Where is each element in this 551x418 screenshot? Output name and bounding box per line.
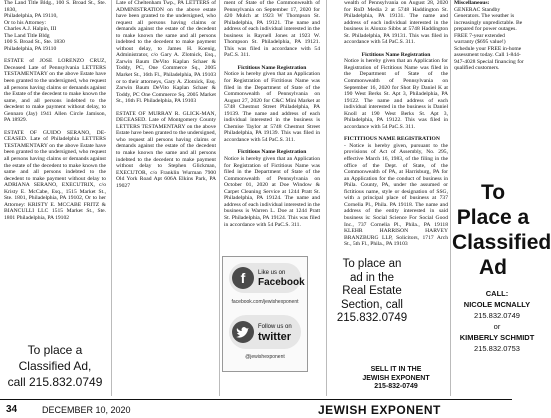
fnr-heading: FICTITIOUS NAME REGISTRATION — [344, 136, 440, 143]
estate-notice-administration: Late of Cheltenham Twp., PA LETTERS of ADMINISTRATION on the above estate have been granted to the undersigned, who request all persons having claims or demands against the estate of the decedent to make known the same and all persons indebted to the decedent to make payment without delay, to James H. Koenig, Administrator, c/o Gary A. Zlotnick, Esq., Zarwin Baum DeVito Kaplan Schaer & Toddy, PC, One Commerce Sq., 2005 Market St., 16th Fl., Philadelphia, PA 19103 or to their attorneys, Gary A. Zlotnick, Esq. Zarwin Baum DeVito Kaplan Schaer & Toddy, PC One Commerce Sq. 2005 Market St., 16th Fl. Philadelphia, PA 19103 — [116, 0, 216, 105]
column-divider — [450, 0, 451, 396]
contact-phone: 215.832.0749 — [474, 311, 520, 320]
or-label: or — [493, 322, 501, 331]
fn-heading: Fictitious Name Registration — [237, 149, 307, 156]
twitter-label: Follow us on — [258, 324, 292, 330]
facebook-icon: f — [232, 267, 254, 289]
footer-rule — [0, 399, 512, 400]
promo-line: Place a — [456, 206, 530, 229]
classified-ad-promo — [4, 342, 106, 390]
column-1 — [4, 0, 106, 222]
promo-line: SELL IT IN THE — [370, 366, 422, 373]
estate-notice-serano: ESTATE OF GUIDO SERANO, DE-CEASED. Late of Philadelphia LETTERS TESTAMENTARY on the above Estate have been granted to the undersigned, who request all persons having claims or demands against the estate of the decedent to make known the same and all persons indebted to the decedent to make payment without delay to ADRIANA SERANO, EXECUTRIX, c/o Kristy E. McCabe, Esq., 1515 Market St., Ste. 1801, Philadelphia, PA 19102, Or to her Attorney: KRISTY E. MCCABE FRITZ & BIANCULLI LLC 1515 Market St., Ste. 1801 Philadelphia, PA 19102 — [4, 129, 106, 221]
real-estate-ad-promo — [320, 258, 424, 326]
sidebar-classified-ad — [452, 180, 551, 280]
estate-notice-cruz: ESTATE of JOSE LORENZO CRUZ, Deceased Late of Pennsylvania LETTERS TESTAMENTARY on the above Estate have been granted to the undersigned, who request all persons having claims or demands against the Estate of the decedent to make known the same, and all persons indebted to the decedent to make payment without delay, to Gennaro (Jay) 1941 Allen Circle Jamison, PA 18929. — [4, 58, 106, 124]
fn-notice-rnd-media: wealth of Pennsylvania on August 28, 2020 for RnD Media 2 at 5748 Haddington St. Philadelphia, PA 19131. The name and address of each individual interested in the business is Alonzo Sibbs at 5748 Haddington St. Philadelphia, PA 19131. This was filed in accordance with 54 PaC.S. 311. — [344, 0, 448, 46]
publication-name: JEWISH EXPONENT — [318, 403, 441, 417]
issue-date: DECEMBER 10, 2020 — [42, 405, 131, 415]
fn-heading: Fictitious Name Registration — [237, 64, 307, 71]
contact-phone: 215.832.0753 — [474, 344, 520, 353]
promo-line: Ad — [479, 256, 507, 279]
col1-top-line: Or to his Attorney: — [4, 19, 47, 26]
fn-heading: Fictitious Name Registration — [361, 51, 431, 58]
promo-line: Classified — [452, 231, 551, 254]
column-4 — [344, 0, 448, 248]
promo-line: To place an — [342, 258, 402, 270]
col1-top-line: Philadelphia, PA 19110 — [4, 45, 57, 52]
column-divider — [326, 0, 327, 396]
sidebar-contacts — [452, 288, 542, 354]
promo-line: Section, call — [340, 298, 403, 311]
promo-line: call 215.832.0749 — [7, 375, 103, 389]
col1-top-line: The Land Title Bldg., 100 S. Broad St., Ste. 1830, — [4, 0, 106, 13]
fnr-notice-ssg: - Notice is hereby given, pursuant to the provisions of Act of Assembly, No. 295, effective March 16, 1983, of the filing in the office of the Dept. of State, of the Commonwealth of PA, at Harrisburg, PA for an Application for the conduct of business in Phila. County, PA, under the assumed or fictitious name, style or designation of SSG, with a principal place of business at 737 Cornelia Pl., Phila. PA 19118. The name and address of the entity interested in said business is: Social Science For Social Good Inc., 737 Cornelia Pl., Phila., PA 19118 KLEHR HARRISON HARVEY BRANZBURG LLP, Solicitors, 1717 Arch St., 5th Fl., Phila., PA 19103 — [344, 142, 448, 248]
right-sidebar — [452, 0, 551, 396]
twitter-badge[interactable] — [229, 315, 301, 349]
facebook-url[interactable]: facebook.com/jewishexponent — [231, 299, 299, 305]
fn-notice-top: ment of State of the Commonwealth of Pennsylvania on September 17, 2020 for 420 Mulch at 1923 W Thompson St. Philadelphia, PA 19121. The name and address of each individual interested in the business is Raynell Jones at 1923 W. Thompson St. Philadelphia, PA 19121. This was filed in accordance with 54 PaC.S. 311. — [224, 0, 320, 59]
fn-notice-shot-by-daniel: Notice is hereby given that an Application for Registration of Fictitious Name was filed in the Department of State of the Commonwealth of Pennsylvania on September 16, 2020 for Shot By Daniel K at 190 West Berks St. Apt 3, Philadelphia, PA 19122. The name and address of each individual interested in the business is Daniel Knoll at 190 West Berks St. Apt 3, Philadelphia, PA 19122. This was filed in accordance with 54 PaC.S. 311. — [344, 58, 448, 130]
column-divider — [219, 0, 220, 396]
contact-name: KIMBERLY SCHMIDT — [459, 333, 535, 342]
col1-top-line: The Land Title Bldg — [4, 32, 50, 39]
promo-line: 215-832-0749 — [374, 383, 418, 390]
promo-line: To place a — [27, 343, 83, 357]
social-media-box — [222, 256, 308, 372]
column-divider — [111, 0, 112, 396]
col1-top-line: Philadelphia, PA 19110, — [4, 13, 58, 20]
promo-line: Classified Ad, — [18, 359, 92, 373]
column-2 — [116, 0, 216, 189]
call-label: CALL: — [485, 289, 509, 298]
estate-notice-glickman: ESTATE OF MURRAY R. GLICK-MAN, DECEASED. Late of Montgomery County LETTERS TESTAMENTARY on the above Estate have been granted to the undersigned, who request all persons having claims or demands against the estate of the decedent to make known the same and all persons indebted to the decedent to make payment without delay to Stephen Glickman, EXECUTOR, c/o Franklin Wurman 7900 Old York Road Apt 606A Elkins Park, PA 19027 — [116, 110, 216, 189]
column-3 — [224, 0, 320, 228]
promo-line: 215.832.0749 — [336, 312, 408, 324]
promo-line: ad in the — [349, 271, 395, 284]
col1-top-line: Charles A.J. Halpin, III — [4, 26, 57, 33]
promo-line: JEWISH EXPONENT — [362, 374, 430, 382]
twitter-brand: twitter — [258, 331, 291, 343]
promo-line: To — [480, 181, 506, 204]
contact-name: NICOLE MCNALLY — [463, 300, 531, 309]
facebook-brand: Facebook — [258, 277, 305, 288]
sell-it-ad — [344, 366, 448, 392]
twitter-handle[interactable]: @jewishexponent — [245, 354, 285, 360]
col1-top-line: 100 S. Broad St., Ste. 1830 — [4, 39, 65, 46]
twitter-bird-icon — [232, 321, 254, 343]
fn-notice-cc-mini-market: Notice is hereby given that an Application for Registration of Fictitious Name was filed in the Department of State of the Commonwealth of Pennsylvania on August 27, 2020 for C&C Mini Market at 5748 Chestnut Street Philadelphia, PA 19139. The name and address of each individual interested in the business is Chemise Taylor at 5748 Chestnut Street Philadelphia, PA 19139. This was filed in accordance with 54 PaC.S. 311. — [224, 71, 320, 143]
promo-line: Real Estate — [342, 285, 402, 297]
facebook-label: Like us on — [258, 270, 286, 276]
facebook-badge[interactable] — [229, 263, 305, 293]
misc-heading: Miscellaneous: — [454, 0, 490, 6]
fn-notice-doe-window: Notice is hereby given that an Application for Registration of Fictitious Name was filed in the Department of State of the Commonwealth of Pennsylvania on October 01, 2020 at Doe Window & Carpet Cleaning Service at 1244 Pratt St. Philadelphia, PA 19124. The name and address of each individual interested in the business is Warren L. Doe at 1244 Pratt St. Philadelphia, PA 19124. This was filed in accordance with 54 PaC.S. 311. — [224, 156, 320, 228]
generac-notice: GENERAC Standby Generators. The weather is increasingly unpredictable. Be prepared for power outages. FREE 7-year extended warranty ($695 value!) Schedule your FREE in-home assessment today. Call 1-844-947-4028 Special financing for qualified customers. — [454, 6, 524, 72]
page-number: 34 — [6, 404, 18, 415]
